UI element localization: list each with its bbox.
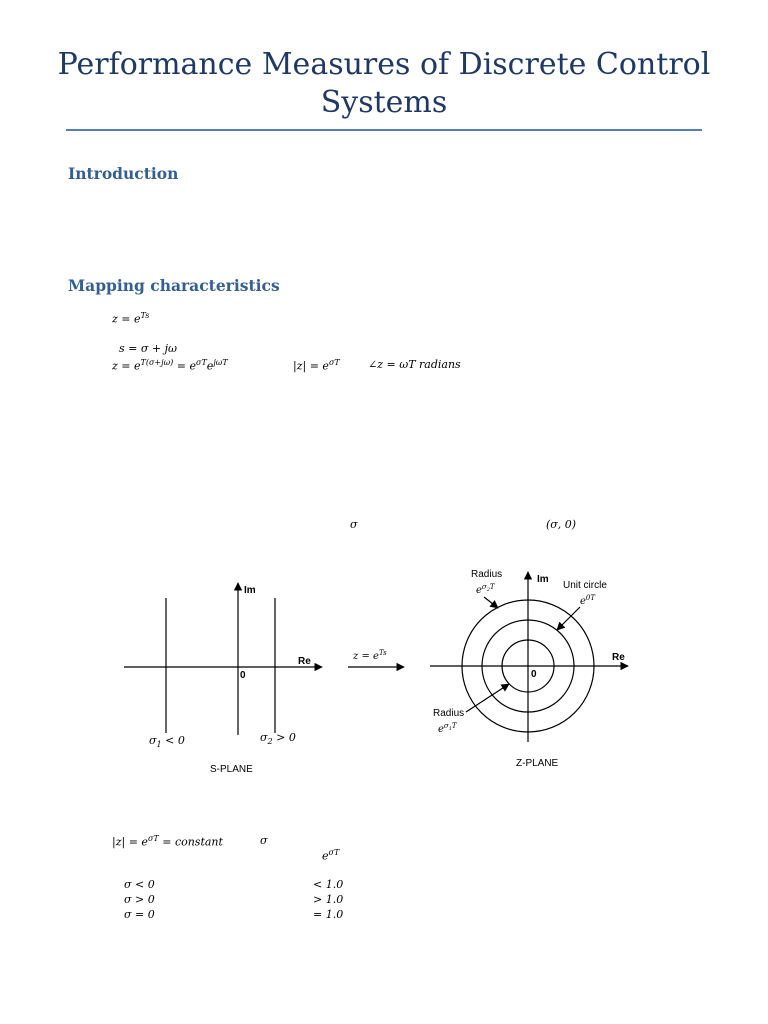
equation-z-expansion: $z = e^{T(\sigma+j\omega)} = e^{\sigma T}e^{j\omega T}$ [112, 358, 228, 373]
radius-top-expr: $e^\sigma_2^T$ [476, 583, 495, 596]
radius-top-pointer [484, 597, 498, 608]
z-plane [430, 569, 628, 769]
condition-2: σ > 0 [124, 893, 155, 906]
radius-top-label: Radius [471, 569, 503, 580]
mapping-label: $z = e^{Ts}$ [353, 649, 387, 662]
document-title [0, 46, 768, 122]
condition-1: σ < 0 [124, 878, 155, 891]
symbol-sigma-2: σ [260, 834, 268, 847]
s-plane [124, 583, 322, 775]
symbol-sigma: σ [350, 518, 358, 531]
result-1: < 1.0 [313, 878, 344, 891]
equation-magnitude-constant: $|z| = e^{\sigma T}$ = constant [112, 834, 223, 849]
z-plane-re-label: Re [612, 652, 625, 663]
title-divider [66, 129, 702, 131]
z-plane-caption: Z-PLANE [516, 758, 559, 769]
title-line-1: Performance Measures of Discrete Control [57, 47, 711, 82]
s-plane-origin-label: 0 [240, 670, 246, 681]
s-plane-sigma2-label: $\sigma_2 > 0$ [260, 731, 296, 746]
equation-magnitude: $|z| = e^{\sigma T}$ [293, 358, 340, 373]
heading-mapping-characteristics: Mapping characteristics [68, 276, 280, 295]
expression-e-sigma-t: $e^{\sigma T}$ [322, 848, 340, 863]
radius-bottom-label: Radius [433, 708, 465, 719]
equation-z-definition: $z = e^{Ts}$ [112, 311, 150, 326]
unit-circle-expr: $e^{0T}$ [580, 594, 596, 607]
s-plane-re-label: Re [298, 656, 311, 667]
z-plane-im-label: Im [537, 574, 549, 585]
s-plane-im-label: Im [244, 585, 256, 596]
radius-bottom-expr: $e^\sigma_1^T$ [438, 722, 457, 735]
unit-circle-label: Unit circle [563, 580, 607, 591]
s-plane-sigma1-label: $\sigma_1 < 0$ [149, 734, 185, 749]
symbol-sigma-point: (σ, 0) [546, 518, 577, 531]
equation-angle: ∠z = ωT radians [368, 358, 461, 371]
unit-circle-pointer [557, 607, 580, 630]
title-line-2: Systems [320, 85, 448, 120]
s-plane-caption: S-PLANE [210, 764, 253, 775]
result-2: > 1.0 [313, 893, 344, 906]
condition-3: σ = 0 [124, 908, 155, 921]
z-plane-origin-label: 0 [531, 669, 537, 680]
equation-s-definition: s = σ + jω [119, 342, 177, 355]
result-3: = 1.0 [313, 908, 344, 921]
heading-introduction: Introduction [68, 164, 179, 183]
s-to-z-plane-figure [0, 560, 768, 790]
mapping-arrow [348, 649, 404, 667]
